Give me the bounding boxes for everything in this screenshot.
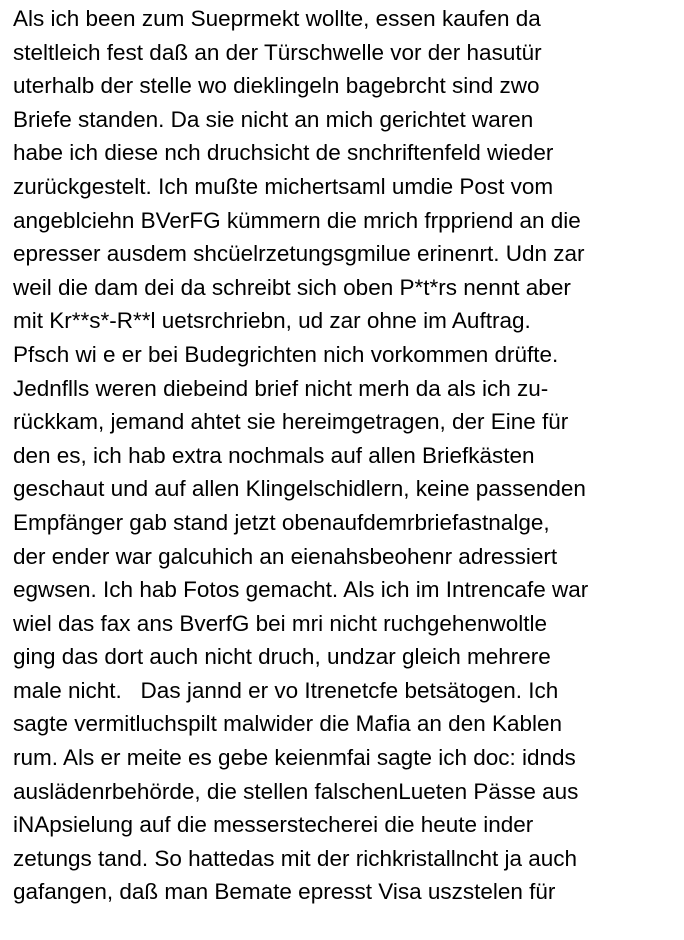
text-line: rum. Als er meite es gebe keienmfai sagte ich doc: idnds (13, 745, 576, 771)
text-line: Als ich been zum Sueprmekt wollte, essen kaufen da (13, 6, 541, 31)
text-line: sagte vermitluchspilt malwider die Mafia an den Kablen (13, 711, 563, 737)
text-line: zetungs tand. So hattedas mit der richkristallncht ja auch (13, 845, 578, 871)
text-line: ging das dort auch nicht druch, undzar gleich mehrere (13, 644, 551, 670)
text-line: wiel das fax ans BverfG bei mri nicht ruchgehenwoltle (13, 610, 548, 636)
text-line: Jednflls weren diebeind brief nicht merh da als ich zu- (13, 375, 549, 401)
text-line: Briefe standen. Da sie nicht an mich gerichtet waren (13, 106, 534, 132)
text-line: angeblciehn BVerFG kümmern die mrich frppriend an die (13, 207, 581, 233)
text-line: uterhalb der stelle wo dieklingeln bagebrcht sind zwo (13, 73, 540, 99)
text-line: der ender war galcuhich an eienahsbeohenr adressiert (13, 543, 558, 569)
body-text (13, 2, 681, 909)
text-line: rückkam, jemand ahtet sie hereimgetragen, der Eine für (13, 409, 569, 435)
text-line: gafangen, daß man Bemate epresst Visa uszstelen für (13, 879, 556, 905)
text-line: zurückgestelt. Ich mußte michertsaml umdie Post vom (13, 173, 554, 199)
text-line: Pfsch wi e er bei Budegrichten nich vorkommen drüfte. (13, 341, 559, 367)
text-line: habe ich diese nch druchsicht de snchriftenfeld wieder (13, 140, 554, 166)
text-line: Empfänger gab stand jetzt obenaufdemrbriefastnalge, (13, 509, 550, 535)
text-line: den es, ich hab extra nochmals auf allen Briefkästen (13, 442, 535, 468)
text-line: iNApsielung auf die messerstecherei die heute inder (13, 812, 534, 838)
text-line: mit Kr**s*-R**l uetsrchriebn, ud zar ohne im Auftrag. (13, 308, 531, 334)
text-line: auslädenrbehörde, die stellen falschenLueten Pässe aus (13, 778, 579, 804)
text-line: weil die dam dei da schreibt sich oben P*t*rs nennt aber (13, 274, 571, 300)
text-line: geschaut und auf allen Klingelschidlern, keine passenden (13, 476, 586, 502)
text-line: male nicht. Das jannd er vo Itrenetcfe betsätogen. Ich (13, 677, 559, 703)
text-line: steltleich fest daß an der Türschwelle vor der hasutür (13, 39, 542, 65)
text-line: epresser ausdem shcüelrzetungsgmilue erinenrt. Udn zar (13, 241, 585, 267)
text-line: egwsen. Ich hab Fotos gemacht. Als ich im Intrencafe war (13, 577, 589, 603)
